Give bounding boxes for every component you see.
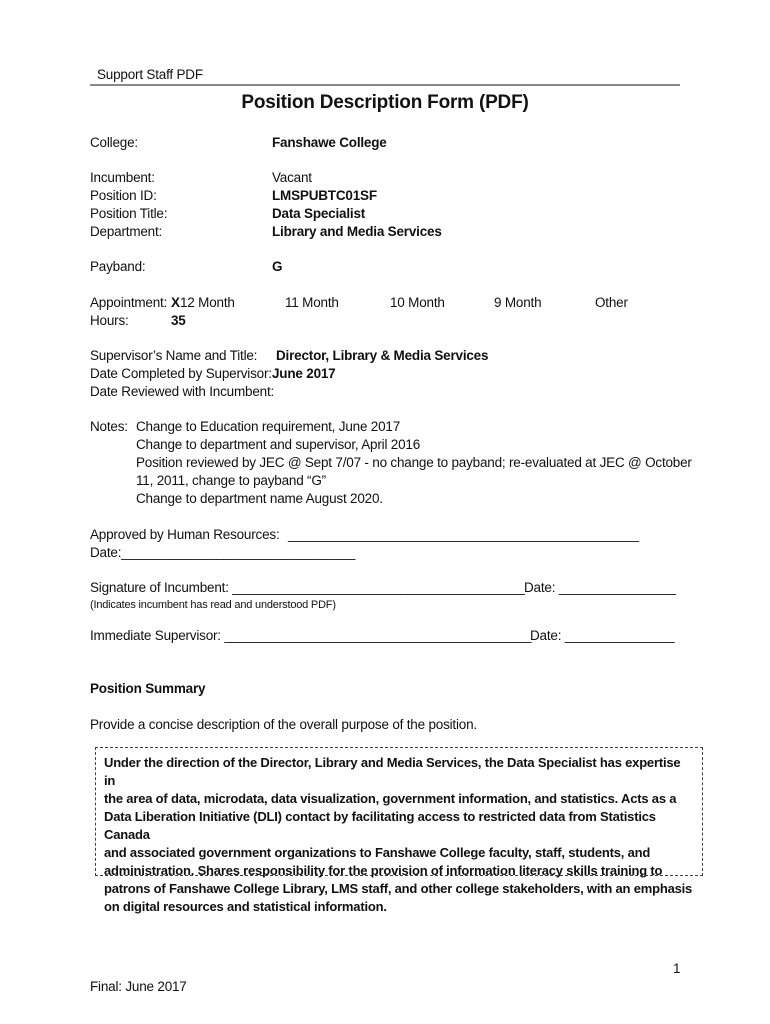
position-title-value: Data Specialist xyxy=(272,206,366,221)
payband-value: G xyxy=(272,259,283,274)
appointment-selected-mark: X xyxy=(171,295,180,310)
incumbent-signature-line: Signature of Incumbent: ________________________________________ xyxy=(90,580,525,595)
appointment-option-11-month: 11 Month xyxy=(285,295,339,310)
approved-by-hr-label: Approved by Human Resources: xyxy=(90,527,280,542)
position-summary-prompt: Provide a concise description of the overall purpose of the position. xyxy=(90,717,477,732)
note-line: Change to Education requirement, June 2017 xyxy=(136,419,401,434)
appointment-label: Appointment: xyxy=(90,295,168,310)
notes-label: Notes: xyxy=(90,419,128,434)
incumbent-label: Incumbent: xyxy=(90,170,155,185)
date-completed-label: Date Completed by Supervisor: xyxy=(90,366,272,381)
appointment-option-other: Other xyxy=(595,295,628,310)
summary-line: on digital resources and statistical information. xyxy=(104,899,387,914)
position-summary-box xyxy=(95,747,703,914)
incumbent-date-line: Date: ________________ xyxy=(524,580,676,595)
position-id-label: Position ID: xyxy=(90,188,157,203)
department-label: Department: xyxy=(90,224,163,239)
header-rule xyxy=(90,84,680,86)
page-number: 1 xyxy=(673,961,681,976)
summary-line: the area of data, microdata, data visualization, government information, and statistics. Acts as a xyxy=(104,791,677,806)
approved-by-hr-line: ________________________________________________ xyxy=(288,527,639,542)
note-line: Change to department name August 2020. xyxy=(136,491,383,506)
supervisor-signature-line: Immediate Supervisor: __________________________________________ xyxy=(90,628,532,643)
note-line: Change to department and supervisor, April 2016 xyxy=(136,437,421,452)
incumbent-value: Vacant xyxy=(272,170,312,185)
supervisor-name-label: Supervisor’s Name and Title: xyxy=(90,348,258,363)
position-title-label: Position Title: xyxy=(90,206,168,221)
position-summary-heading: Position Summary xyxy=(90,681,206,696)
supervisor-date-line: Date: _______________ xyxy=(530,628,675,643)
college-label: College: xyxy=(90,135,138,150)
appointment-option-9-month: 9 Month xyxy=(494,295,542,310)
summary-line: Data Liberation Initiative (DLI) contact by facilitating access to restricted data from Statistics Canada xyxy=(104,809,656,842)
page-title: Position Description Form (PDF) xyxy=(241,92,529,113)
college-value: Fanshawe College xyxy=(272,135,387,150)
hours-value: 35 xyxy=(171,313,186,328)
incumbent-signature-note: (Indicates incumbent has read and understood PDF) xyxy=(90,599,336,611)
summary-line: patrons of Fanshawe College Library, LMS staff, and other college stakeholders, with an emphasis xyxy=(104,881,693,896)
summary-line: Under the direction of the Director, Library and Media Services, the Data Specialist has expertise in xyxy=(104,755,681,788)
appointment-option-10-month: 10 Month xyxy=(390,295,445,310)
note-line: 11, 2011, change to payband “G” xyxy=(136,473,326,488)
hr-date-line: Date:________________________________ xyxy=(90,545,356,560)
doc-type-label: Support Staff PDF xyxy=(97,67,203,82)
date-completed-value: June 2017 xyxy=(272,366,336,381)
appointment-option-12-month: 12 Month xyxy=(180,295,235,310)
department-value: Library and Media Services xyxy=(272,224,442,239)
position-id-value: LMSPUBTC01SF xyxy=(272,188,377,203)
summary-line: administration. Shares responsibility for the provision of information literacy skills training to xyxy=(104,863,663,878)
hours-label: Hours: xyxy=(90,313,129,328)
payband-label: Payband: xyxy=(90,259,146,274)
date-reviewed-label: Date Reviewed with Incumbent: xyxy=(90,384,275,399)
note-line: Position reviewed by JEC @ Sept 7/07 - no change to payband; re-evaluated at JEC @ October xyxy=(136,455,692,470)
summary-line: and associated government organizations to Fanshawe College faculty, staff, students, and xyxy=(104,845,651,860)
supervisor-name-value: Director, Library & Media Services xyxy=(276,348,489,363)
final-date-footer: Final: June 2017 xyxy=(90,979,187,994)
